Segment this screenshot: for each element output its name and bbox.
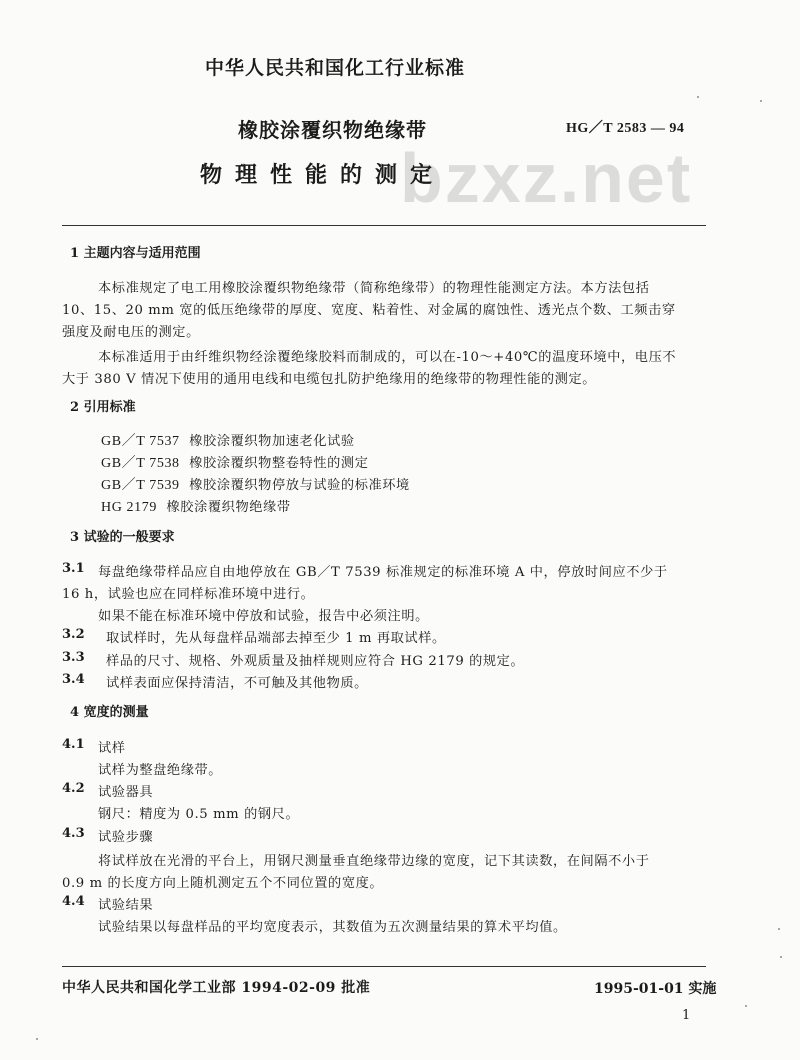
document-title-line1: 橡胶涂覆织物绝缘带 bbox=[238, 118, 427, 142]
clause-text: 试样为整盘绝缘带。 bbox=[98, 763, 223, 778]
clause-number: 4.1 bbox=[62, 737, 85, 752]
reference-code: GB／T 7537 bbox=[101, 434, 180, 449]
clause-text: 将试样放在光滑的平台上，用钢尺测量垂直绝缘带边缘的宽度，记下其读数，在间隔不小于 bbox=[98, 854, 650, 869]
scan-speck bbox=[760, 100, 762, 102]
scan-speck bbox=[745, 1005, 747, 1007]
clause-title: 试验器具 bbox=[98, 785, 154, 800]
standard-code: HG／T 2583 — 94 bbox=[566, 121, 685, 136]
clause-text: 钢尺：精度为 0.5 mm 的钢尺。 bbox=[98, 807, 300, 822]
clause-text: 取试样时，先从每盘样品端部去掉至少 1 m 再取试样。 bbox=[106, 631, 446, 646]
watermark: bzxz.net bbox=[400, 139, 693, 217]
clause-text: 0.9 m 的长度方向上随机测定五个不同位置的宽度。 bbox=[62, 876, 384, 891]
reference-item bbox=[101, 452, 369, 472]
footer-divider bbox=[62, 966, 706, 967]
reference-title: 橡胶涂覆织物整卷特性的测定 bbox=[189, 456, 369, 471]
effective-date: 1995-01-01 实施 bbox=[594, 981, 717, 997]
clause-title: 试验结果 bbox=[98, 898, 154, 913]
header-divider bbox=[62, 225, 706, 226]
clause-text: 如果不能在标准环境中停放和试验，报告中必须注明。 bbox=[98, 609, 429, 624]
clause-text: 试样表面应保持清洁，不可触及其他物质。 bbox=[106, 676, 368, 691]
clause-title: 试验步骤 bbox=[98, 830, 154, 845]
scan-speck bbox=[778, 928, 780, 930]
clause-number: 4.3 bbox=[62, 826, 85, 841]
reference-item bbox=[101, 430, 355, 450]
clause-text: 每盘绝缘带样品应自由地停放在 GB／T 7539 标准规定的标准环境 A 中，停放时间应不少于 bbox=[98, 565, 668, 580]
reference-code: GB／T 7539 bbox=[101, 478, 180, 493]
reference-code: GB／T 7538 bbox=[101, 456, 180, 471]
section-1-text: 本标准适用于由纤维织物经涂覆绝缘胶料而制成的，可以在-10～+40℃的温度环境中，电压不 bbox=[98, 350, 677, 365]
clause-title: 试样 bbox=[98, 741, 126, 756]
clause-text: 样品的尺寸、规格、外观质量及抽样规则应符合 HG 2179 的规定。 bbox=[106, 654, 525, 669]
clause-number: 3.2 bbox=[62, 627, 85, 642]
section-3-heading: 3 试验的一般要求 bbox=[70, 530, 175, 545]
clause-number: 4.2 bbox=[62, 781, 85, 796]
section-1-text: 本标准规定了电工用橡胶涂覆织物绝缘带（简称绝缘带）的物理性能测定方法。本方法包括 bbox=[98, 281, 650, 296]
scan-speck bbox=[697, 96, 699, 98]
clause-text: 试验结果以每盘样品的平均宽度表示，其数值为五次测量结果的算术平均值。 bbox=[98, 920, 567, 935]
section-2-heading: 2 引用标准 bbox=[70, 400, 136, 415]
clause-number: 3.4 bbox=[62, 672, 85, 687]
section-1-text: 10、15、20 mm 宽的低压绝缘带的厚度、宽度、粘着性、对金属的腐蚀性、透光点个数、工频击穿 bbox=[62, 303, 676, 318]
reference-title: 橡胶涂覆织物绝缘带 bbox=[166, 500, 291, 515]
scan-speck bbox=[36, 1038, 38, 1040]
scan-speck bbox=[780, 956, 782, 958]
reference-item bbox=[101, 496, 291, 516]
section-1-text: 大于 380 V 情况下使用的通用电线和电缆包扎防护绝缘用的绝缘带的物理性能的测定。 bbox=[62, 372, 597, 387]
clause-text: 16 h，试验也应在同样标准环境中进行。 bbox=[62, 587, 315, 602]
clause-number: 3.1 bbox=[62, 561, 85, 576]
page-number: 1 bbox=[682, 1008, 691, 1023]
section-4-heading: 4 宽度的测量 bbox=[70, 705, 149, 720]
standard-body-header: 中华人民共和国化工行业标准 bbox=[205, 57, 466, 79]
reference-code: HG 2179 bbox=[101, 500, 157, 515]
document-title-line2: 物理性能的测定 bbox=[200, 162, 446, 188]
reference-title: 橡胶涂覆织物加速老化试验 bbox=[189, 434, 355, 449]
section-1-heading: 1 主题内容与适用范围 bbox=[70, 246, 201, 261]
clause-number: 3.3 bbox=[62, 650, 85, 665]
clause-number: 4.4 bbox=[62, 894, 85, 909]
section-1-text: 强度及耐电压的测定。 bbox=[62, 325, 200, 340]
reference-item bbox=[101, 474, 410, 494]
reference-title: 橡胶涂覆织物停放与试验的标准环境 bbox=[189, 478, 410, 493]
approval-note: 中华人民共和国化学工业部 1994-02-09 批准 bbox=[62, 980, 371, 996]
